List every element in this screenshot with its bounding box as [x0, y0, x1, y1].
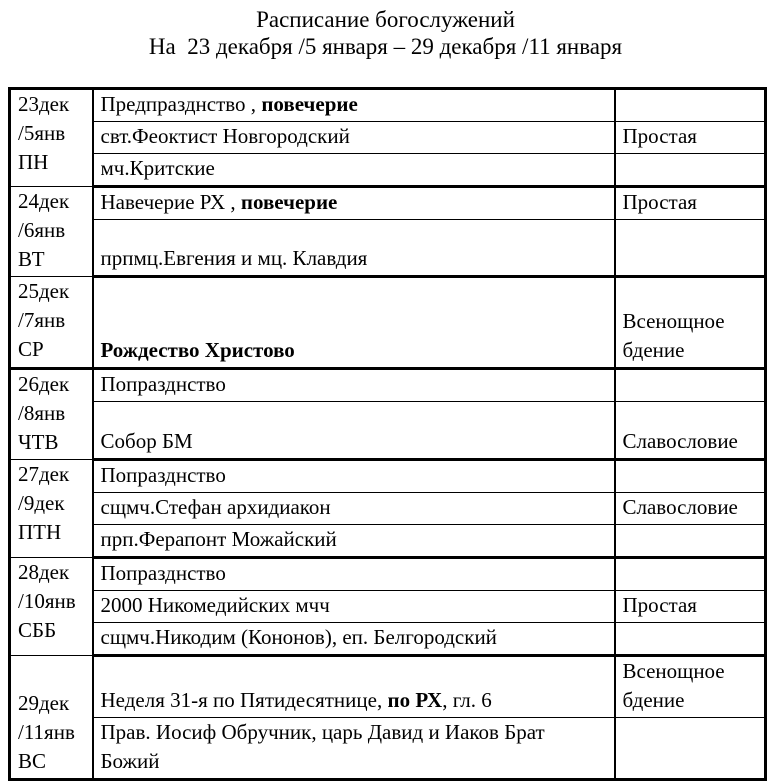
service-type-cell [615, 89, 766, 122]
service-type-cell [615, 220, 766, 277]
date-line: 26дек [18, 372, 70, 396]
service-text-segment: Неделя 31-я по Пятидесятнице, [100, 688, 388, 712]
service-type-cell [615, 623, 766, 656]
service-text-segment: мч.Критские [100, 156, 215, 180]
service-text-segment: сщмч.Стефан архидиакон [100, 495, 331, 519]
table-row [10, 402, 766, 460]
table-row [10, 122, 766, 154]
date-cell [10, 369, 93, 460]
date-line: ПН [18, 150, 49, 174]
service-text-segment: по РХ [387, 688, 443, 712]
service-text-segment: прп.Ферапонт Можайский [100, 527, 337, 551]
date-line: /10янв [18, 589, 76, 613]
table-row [10, 591, 766, 623]
service-cell [93, 89, 615, 122]
table-row [10, 558, 766, 591]
date-cell [10, 558, 93, 656]
service-type-cell [615, 369, 766, 402]
schedule-table [8, 87, 767, 781]
document-title [0, 0, 771, 60]
table-row [10, 277, 766, 369]
table-row [10, 656, 766, 718]
table-row [10, 220, 766, 277]
date-line: СР [18, 337, 44, 361]
table-row [10, 369, 766, 402]
date-line: СББ [18, 618, 57, 642]
service-text-segment: прпмц.Евгения и мц. Клавдия [100, 246, 368, 270]
date-line: /11янв [18, 720, 75, 744]
service-type-cell [615, 558, 766, 591]
service-type-cell [615, 718, 766, 780]
date-line: ВТ [18, 247, 45, 271]
service-cell [93, 656, 615, 718]
date-line: ПТН [18, 520, 62, 544]
service-text-segment: повечерие [261, 92, 358, 116]
service-cell [93, 558, 615, 591]
service-cell [93, 369, 615, 402]
date-cell [10, 187, 93, 277]
service-cell [93, 122, 615, 154]
date-cell [10, 277, 93, 369]
date-line: 24дек [18, 189, 70, 213]
date-cell [10, 656, 93, 780]
service-text-segment: Навечерие РХ , [100, 190, 241, 214]
service-text-segment: 2000 Никомедийских мчч [100, 593, 330, 617]
service-text-segment: Прав. Иосиф Обручник, царь Давид и Иаков Брат Божий [100, 720, 545, 773]
table-row [10, 187, 766, 220]
service-type-cell: Простая [615, 122, 766, 154]
service-cell [93, 277, 615, 369]
service-type-cell [615, 460, 766, 493]
date-line: /9дек [18, 491, 65, 515]
service-text-segment: Попразднство [100, 372, 226, 397]
table-row [10, 623, 766, 656]
date-line: 25дек [18, 279, 70, 303]
date-line: /8янв [18, 401, 66, 425]
title-line-2: На 23 декабря /5 января – 29 декабря /11 января [148, 34, 623, 59]
service-cell [93, 493, 615, 525]
service-type-cell: Славословие [615, 493, 766, 525]
service-text-segment: Предпразднство , [100, 92, 262, 116]
service-text-segment: повечерие [240, 190, 338, 214]
date-line: ЧТВ [18, 430, 59, 454]
schedule-table-body [10, 89, 766, 780]
service-cell [93, 623, 615, 656]
date-line: 29дек [18, 691, 70, 715]
service-cell [93, 402, 615, 460]
service-text-segment: , гл. 6 [442, 688, 492, 712]
service-text-segment: Попразднство [100, 561, 226, 585]
date-cell [10, 89, 93, 187]
service-text-segment: Собор БМ [100, 429, 193, 453]
date-cell [10, 460, 93, 558]
service-text-segment: свт.Феоктист Новгородский [100, 124, 350, 148]
table-row [10, 525, 766, 558]
service-text-segment: Рождество Христово [100, 338, 295, 362]
table-row [10, 89, 766, 122]
service-text-segment: сщмч.Никодим (Кононов), еп. Белгородский [100, 625, 497, 649]
service-text-segment: Попразднство [100, 463, 226, 487]
date-line: 28дек [18, 560, 70, 584]
service-cell [93, 220, 615, 277]
date-line: 23дек [18, 92, 70, 116]
service-cell [93, 718, 615, 780]
service-cell [93, 591, 615, 623]
service-type-cell [615, 154, 766, 187]
service-type-cell: Всенощное бдение [615, 656, 766, 718]
table-row [10, 154, 766, 187]
service-type-cell: Всенощное бдение [615, 277, 766, 369]
service-cell [93, 187, 615, 220]
service-cell [93, 154, 615, 187]
title-line-1: Расписание богослужений [256, 7, 515, 32]
service-cell [93, 460, 615, 493]
service-cell [93, 525, 615, 558]
date-line: /5янв [18, 121, 66, 145]
service-type-cell: Простая [615, 591, 766, 623]
date-line: 27дек [18, 462, 70, 486]
date-line: ВС [18, 749, 47, 773]
service-type-cell [615, 525, 766, 558]
service-type-cell: Простая [615, 187, 766, 220]
date-line: /7янв [18, 308, 66, 332]
date-line: /6янв [18, 218, 66, 242]
table-row [10, 493, 766, 525]
table-row [10, 460, 766, 493]
service-type-cell: Славословие [615, 402, 766, 460]
table-row [10, 718, 766, 780]
